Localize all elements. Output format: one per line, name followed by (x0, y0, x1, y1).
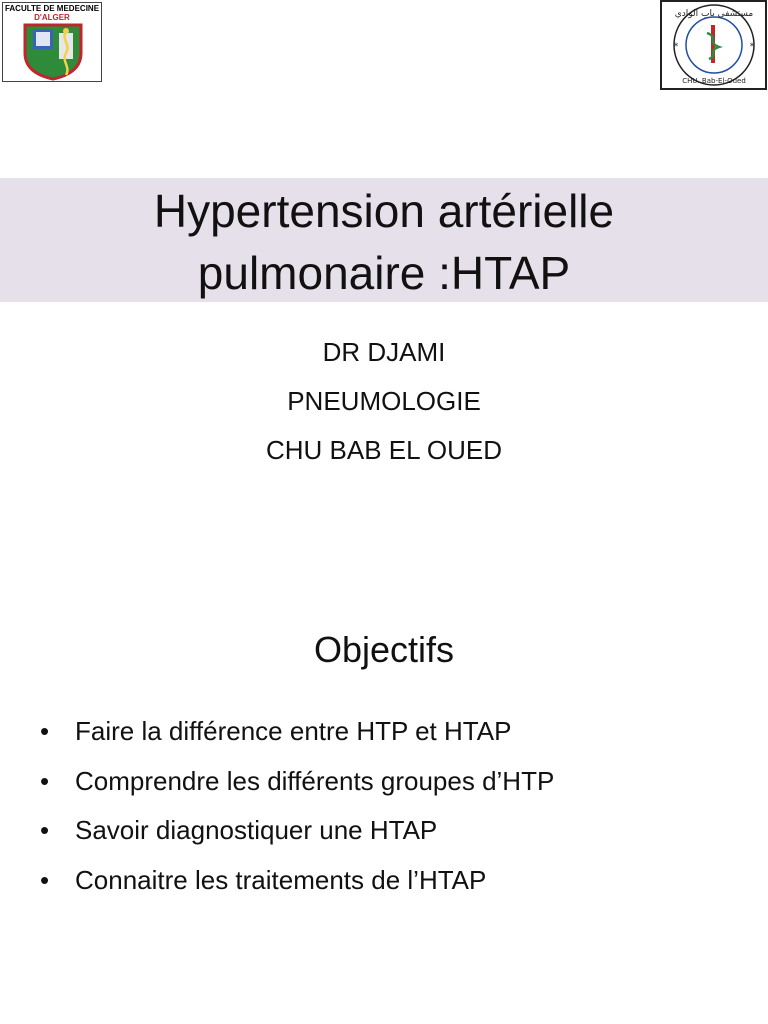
bullet-icon: • (40, 716, 50, 746)
chu-logo (660, 0, 767, 90)
bullet-icon: • (40, 765, 50, 796)
faculty-logo-text: FACULTE DE MEDECINE (4, 4, 100, 13)
department-name: PNEUMOLOGIE (287, 386, 481, 416)
faculty-crest-icon (21, 23, 85, 81)
author-name: DR DJAMI (322, 337, 446, 367)
hospital-name: CHU BAB EL OUED (266, 435, 502, 465)
list-item-text: Faire la différence entre HTP et HTAP (75, 716, 512, 746)
list-item-text: Connaitre les traitements de l’HTAP (75, 864, 487, 895)
objectives-title: Objectifs (313, 629, 455, 670)
list-item-text: Savoir diagnostiquer une HTAP (75, 815, 438, 845)
svg-text:CHU. Bab-El-Oued: CHU. Bab-El-Oued (682, 77, 746, 85)
slide-title (0, 180, 768, 304)
faculty-logo (2, 2, 102, 82)
svg-text:مستشفى باب الوادي: مستشفى باب الوادي (674, 9, 754, 19)
svg-text:*: * (749, 42, 755, 52)
faculty-logo-city: D'ALGER (34, 13, 70, 22)
title-line-1: Hypertension artérielle (153, 185, 615, 237)
objectives-slide (0, 560, 768, 1024)
svg-text:*: * (673, 42, 679, 52)
list-item-text: Comprendre les différents groupes d’HTP (75, 765, 555, 796)
title-line-2: pulmonaire :HTAP (197, 247, 571, 299)
chu-bab-el-oued-seal-icon (664, 3, 764, 87)
bullet-icon: • (40, 815, 50, 845)
bullet-icon: • (40, 864, 50, 895)
